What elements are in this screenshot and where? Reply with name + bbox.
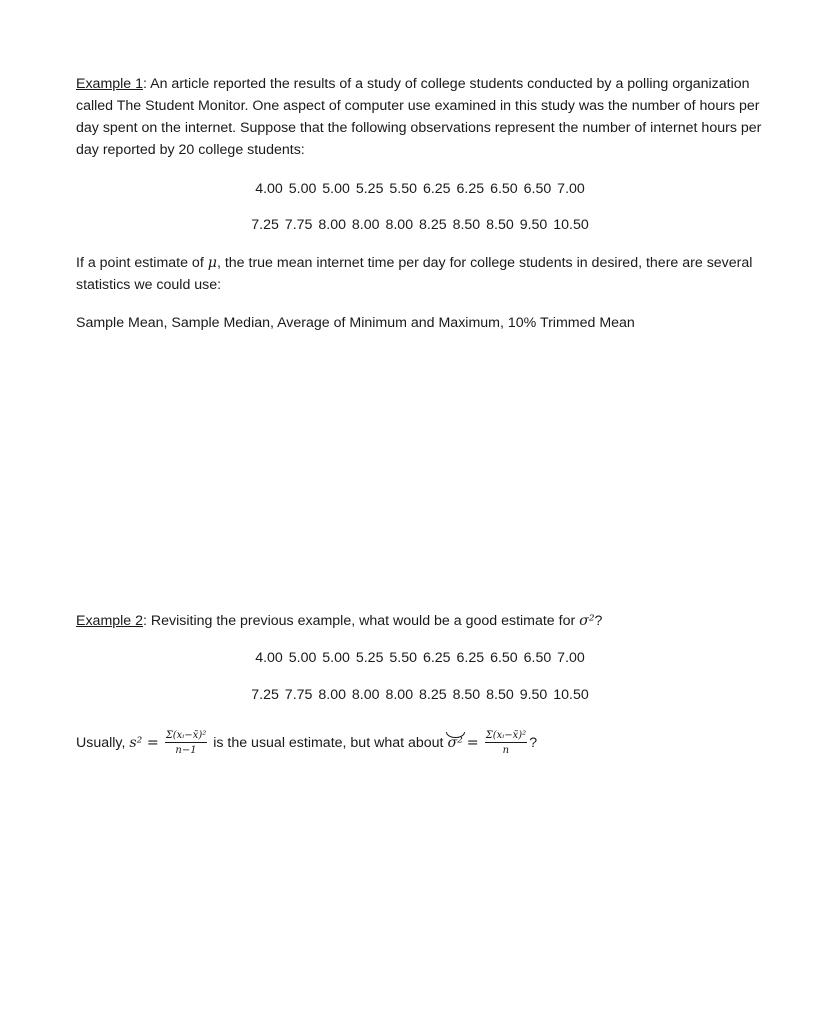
example2-question-pre: : Revisiting the previous example, what would be a good estimate for [143, 613, 576, 629]
end-question-mark: ? [529, 735, 538, 751]
fraction2-denominator: n [502, 745, 510, 756]
sample-variance-fraction [165, 730, 208, 756]
equals-sign: = [466, 735, 479, 751]
middle-text: is the usual estimate, but what about [213, 735, 444, 751]
s-squared-equals: s² = [129, 735, 159, 751]
usually-text: Usually, [76, 735, 126, 751]
mu-symbol: μ [207, 255, 217, 271]
example1-intro-paragraph: Example 1: An article reported the results of a study of college students conducted by a polling organization called The Student Monitor. One aspect of computer use examined in this study was the number of hours per day spent on the internet. Suppose that the following observations represent the number of internet hours per day reported by 20 college students: [76, 76, 762, 158]
example1-data-row-1: 4.00 5.00 5.00 5.25 5.50 6.25 6.25 6.50 6.50 7.00 [255, 181, 585, 197]
example2-question-paragraph [76, 610, 766, 632]
fraction1-denominator: n−1 [175, 745, 197, 756]
example2-data-row-1: 4.00 5.00 5.00 5.25 5.50 6.25 6.25 6.50 6.50 7.00 [255, 650, 585, 666]
example1-question-paragraph [76, 252, 766, 296]
example2-label: Example 2 [76, 613, 144, 629]
sigma-squared-symbol: σ² [579, 613, 595, 629]
example1-data-row-2: 7.25 7.75 8.00 8.00 8.00 8.25 8.50 8.50 9.50 10.50 [251, 217, 589, 233]
fraction1-numerator: Σ(xᵢ−x̄)² [165, 730, 207, 741]
example2-question-end: ? [594, 613, 603, 629]
example1-statistics-list: Sample Mean, Sample Median, Average of Minimum and Maximum, 10% Trimmed Mean [76, 315, 635, 331]
example2-data-row-2: 7.25 7.75 8.00 8.00 8.00 8.25 8.50 8.50 9.50 10.50 [251, 687, 589, 703]
example1-intro-text: An article reported the results of a study of college students conducted by a polling organization called The Student Monitor. One aspect of computer use examined in this study was the number of hours per day spent on the internet. Suppose that the following observations represent the number of internet hours per day reported by 20 college students: [76, 76, 762, 158]
sigma-hat-squared: σ² [447, 735, 463, 751]
example1-question-post: , the true mean internet time per day for college students in desired, there are several statistics we could use: [76, 255, 753, 293]
mle-variance-fraction [485, 730, 528, 756]
example1-label: Example 1 [76, 76, 144, 92]
fraction2-numerator: Σ(xᵢ−x̄)² [485, 730, 527, 741]
example1-question-pre: If a point estimate of [76, 255, 204, 271]
variance-formula-line [76, 728, 537, 758]
